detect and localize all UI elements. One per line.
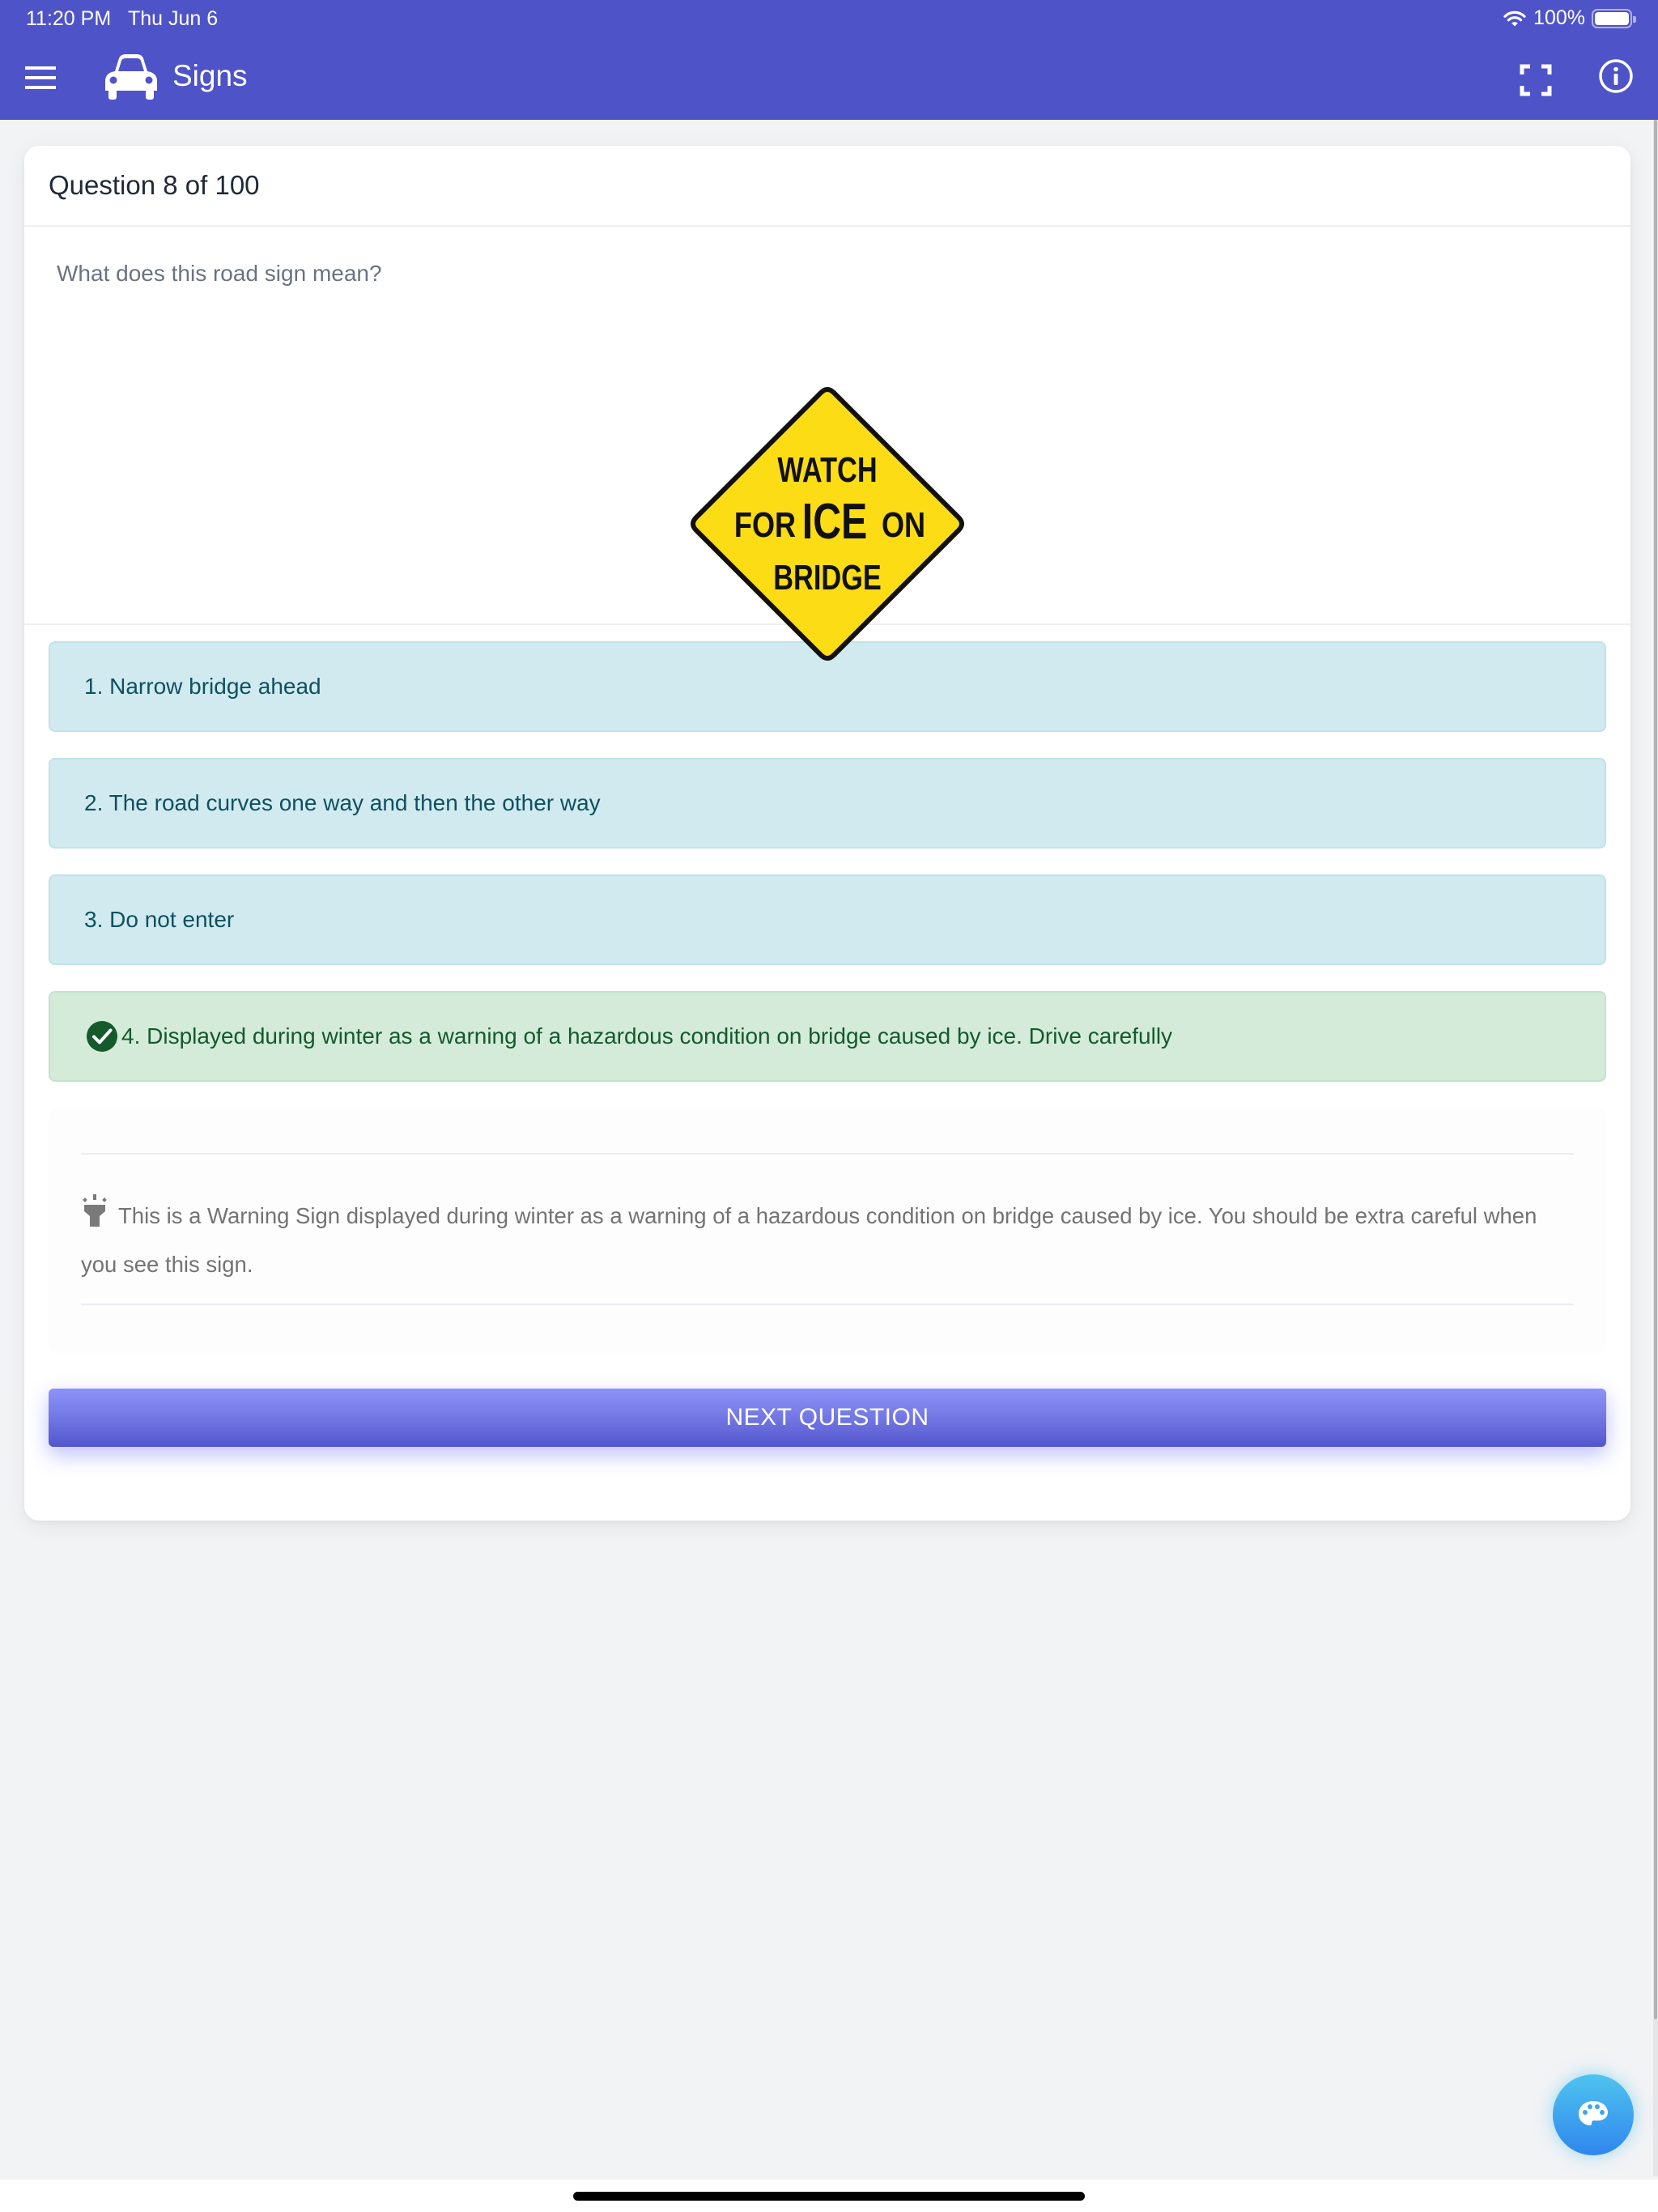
app-header	[0, 0, 1658, 120]
check-circle-icon	[86, 1020, 118, 1053]
status-time: 11:20 PM	[26, 7, 112, 30]
car-icon	[104, 53, 159, 100]
fullscreen-icon	[1519, 63, 1553, 97]
status-indicators	[1503, 6, 1632, 30]
sign-line-ice: ICE	[801, 493, 868, 550]
question-body	[24, 227, 1630, 625]
question-card	[24, 146, 1630, 1521]
sign-line-on: ON	[881, 504, 926, 545]
card-header	[24, 146, 1630, 227]
question-text: What does this road sign mean?	[57, 261, 382, 286]
wifi-icon	[1503, 10, 1527, 28]
answer-option-4-correct[interactable]	[49, 991, 1606, 1082]
divider	[81, 1153, 1574, 1155]
home-indicator-area	[0, 2180, 1658, 2212]
explanation-panel	[49, 1108, 1606, 1354]
sign-line-for: FOR	[733, 504, 797, 545]
status-date: Thu Jun 6	[128, 7, 219, 30]
explanation-body: This is a Warning Sign displayed during winter as a warning of a hazardous condition on bridge caused by ice. You should be extra careful when you see this sign.	[81, 1203, 1537, 1277]
answer-label: 3. Do not enter	[84, 907, 235, 932]
battery-icon	[1592, 9, 1632, 28]
menu-button[interactable]	[19, 58, 62, 97]
home-indicator[interactable]	[573, 2192, 1085, 2201]
sign-line-bridge: BRIDGE	[773, 557, 882, 598]
palette-icon	[1578, 2100, 1609, 2129]
scrollbar-thumb[interactable]	[1654, 120, 1657, 2019]
app-title: Signs	[172, 59, 248, 92]
status-bar	[0, 0, 1658, 39]
toolbar	[0, 39, 1658, 120]
answer-label: 4. Displayed during winter as a warning of a hazardous condition on bridge caused by ice. Drive carefully	[121, 1023, 1173, 1049]
question-counter: Question 8 of 100	[49, 170, 260, 200]
divider	[81, 1304, 1574, 1305]
menu-icon	[25, 66, 56, 89]
answer-label: 1. Narrow bridge ahead	[84, 674, 321, 699]
answer-list	[24, 625, 1630, 1082]
answer-option-3[interactable]	[49, 874, 1606, 965]
explanation-text	[81, 1192, 1574, 1289]
info-button[interactable]	[1598, 58, 1634, 94]
sign-line-watch: WATCH	[777, 449, 878, 491]
answer-label: 2. The road curves one way and then the other way	[84, 790, 601, 815]
next-question-button[interactable]: NEXT QUESTION	[49, 1389, 1606, 1447]
answer-option-2[interactable]	[49, 758, 1606, 849]
theme-palette-button[interactable]	[1553, 2074, 1634, 2155]
info-icon	[1598, 58, 1634, 94]
battery-percent: 100%	[1533, 6, 1585, 29]
flashlight-tip-icon	[81, 1194, 108, 1228]
road-sign-image	[688, 385, 967, 663]
fullscreen-button[interactable]	[1519, 63, 1553, 97]
